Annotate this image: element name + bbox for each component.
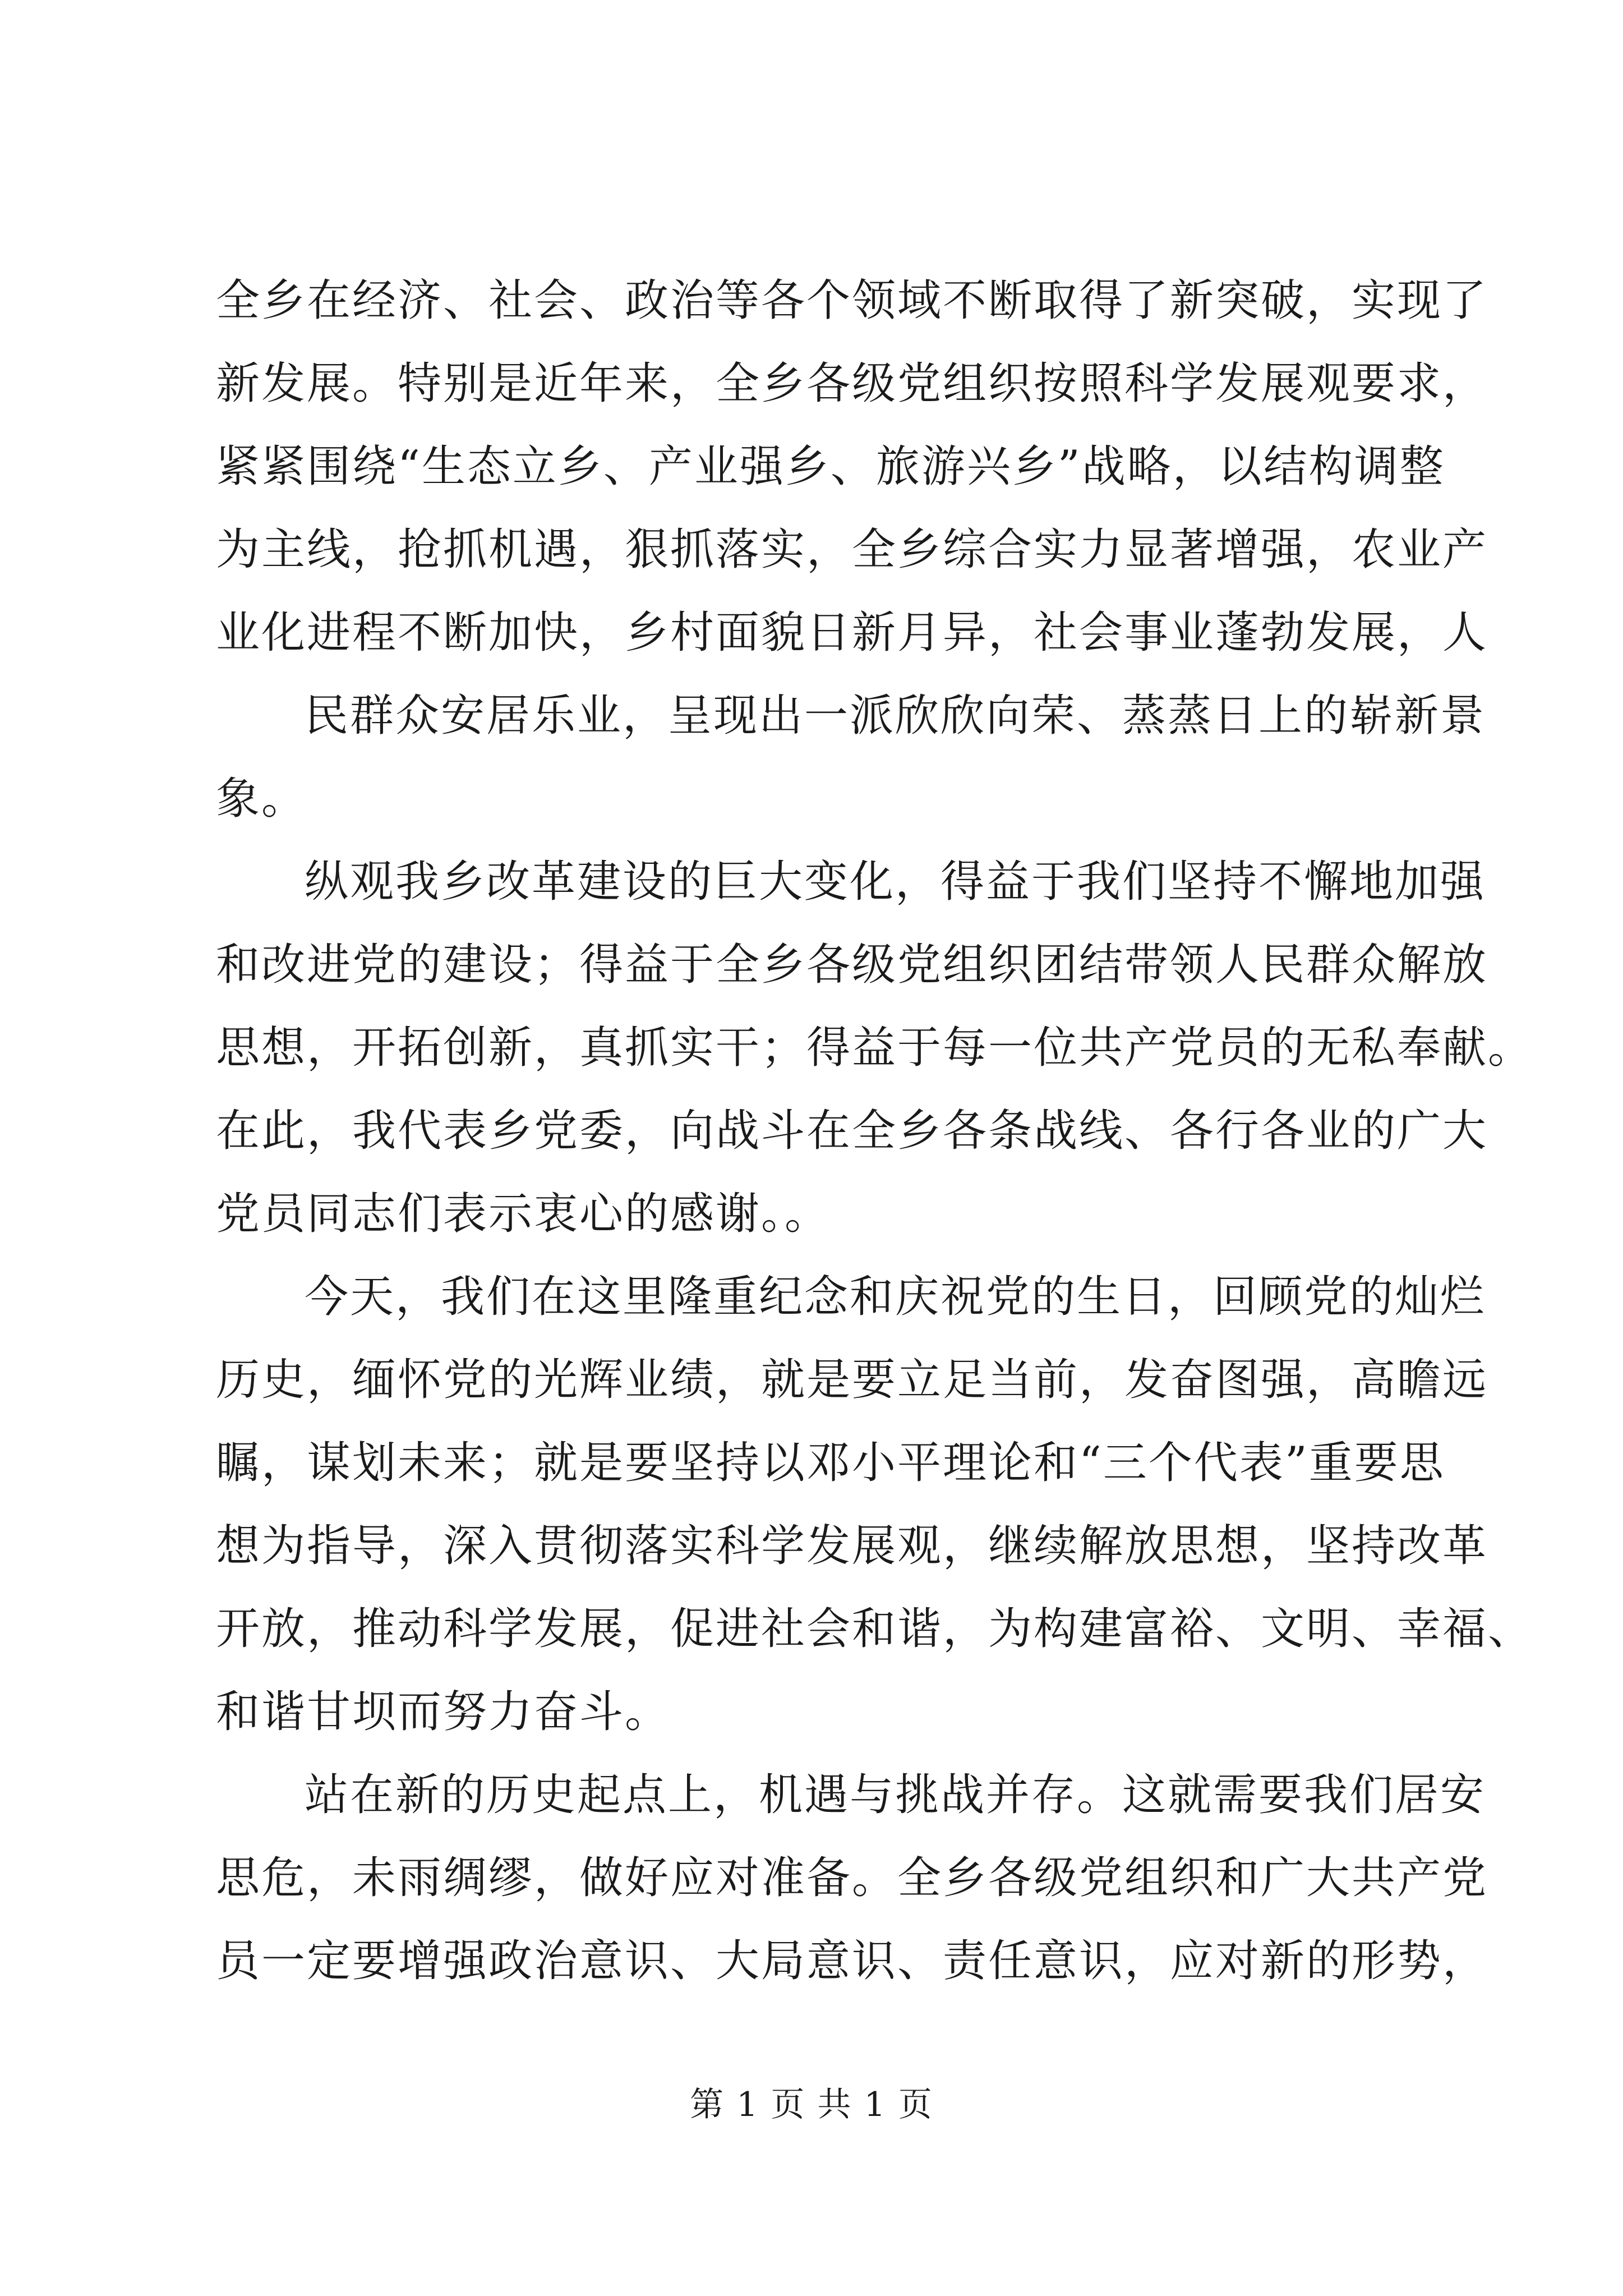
text-line: 瞩，谋划未来；就是要坚持以邓小平理论和“三个代表”重要思: [216, 1438, 1445, 1488]
text-line: 紧紧围绕“生态立乡、产业强乡、旅游兴乡”战略，以结构调整: [216, 441, 1445, 492]
text-line: 思想，开拓创新，真抓实干；得益于每一位共产党员的无私奉献。: [216, 1023, 1534, 1073]
text-line: 全乡在经济、社会、政治等各个领域不断取得了新突破，实现了: [216, 275, 1488, 326]
text-line: 新发展。特别是近年来，全乡各级党组织按照科学发展观要求，: [216, 358, 1488, 409]
text-line: 在此，我代表乡党委，向战斗在全乡各条战线、各行各业的广大: [216, 1106, 1488, 1156]
body-text: [216, 259, 1534, 2003]
text-line: 民群众安居乐业，呈现出一派欣欣向荣、蒸蒸日上的崭新景: [305, 691, 1486, 741]
text-line: 开放，推动科学发展，促进社会和谐，为构建富裕、文明、幸福、: [216, 1604, 1534, 1654]
text-line: 党员同志们表示衷心的感谢。。: [216, 1189, 831, 1239]
text-line: 思危，未雨绸缪，做好应对准备。全乡各级党组织和广大共产党: [216, 1853, 1488, 1903]
text-line: 历史，缅怀党的光辉业绩，就是要立足当前，发奋图强，高瞻远: [216, 1355, 1488, 1405]
text-line: 和谐甘坝而努力奋斗。: [216, 1687, 671, 1737]
page-footer: 第 1 页 共 1 页: [690, 2085, 933, 2124]
text-line: 想为指导，深入贯彻落实科学发展观，继续解放思想，坚持改革: [216, 1521, 1488, 1571]
text-line: 纵观我乡改革建设的巨大变化，得益于我们坚持不懈地加强: [305, 857, 1486, 907]
text-line: 为主线，抢抓机遇，狠抓落实，全乡综合实力显著增强，农业产: [216, 524, 1488, 575]
text-line: 站在新的历史起点上，机遇与挑战并存。这就需要我们居安: [305, 1770, 1486, 1820]
text-line: 员一定要增强政治意识、大局意识、责任意识，应对新的形势，: [216, 1936, 1488, 1986]
text-line: 和改进党的建设；得益于全乡各级党组织团结带领人民群众解放: [216, 940, 1488, 990]
text-line: 业化进程不断加快，乡村面貌日新月异，社会事业蓬勃发展，人: [216, 608, 1488, 658]
text-line: 今天，我们在这里隆重纪念和庆祝党的生日，回顾党的灿烂: [305, 1272, 1486, 1322]
text-line: 象。: [216, 774, 307, 824]
